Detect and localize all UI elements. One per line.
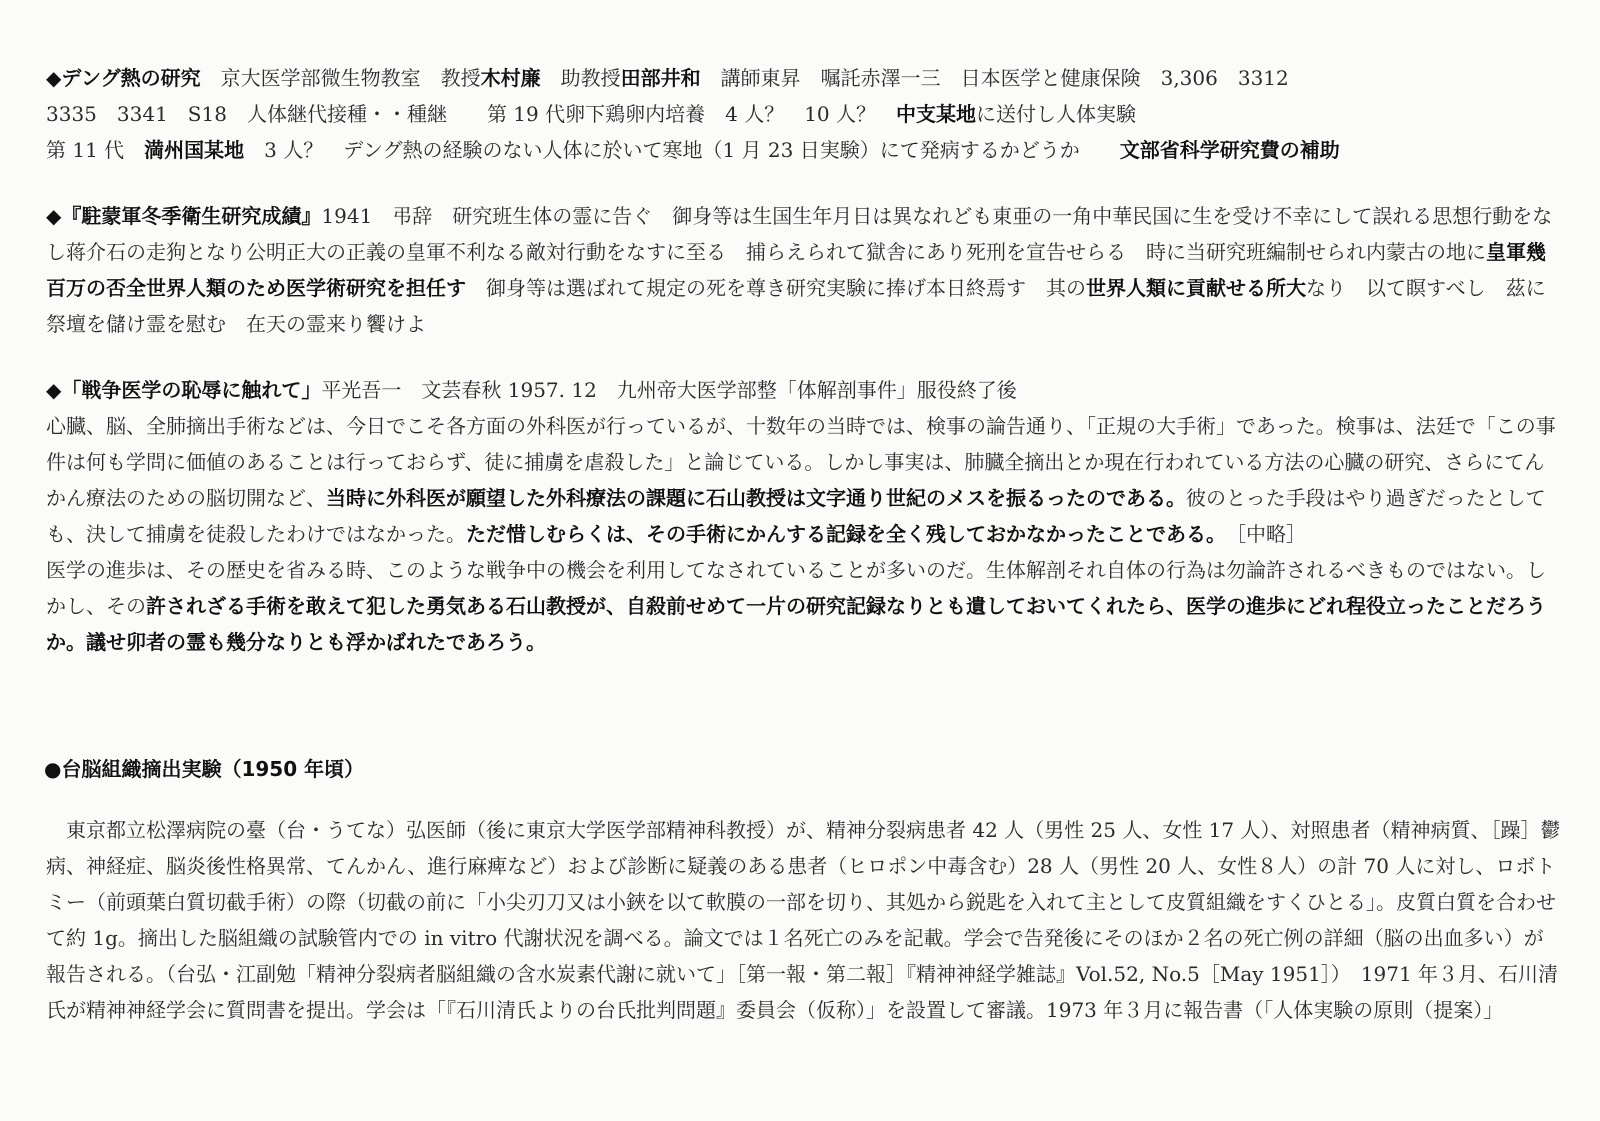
bold-name: 木村廉 (480, 66, 541, 90)
section-line (46, 96, 1562, 132)
text-run: 京大医学部微生物教室 教授 (200, 66, 481, 90)
text-run: 彼のとった手段はやり過ぎだったとしても、決して捕虜を徒殺したわけではなかった。 (46, 486, 1546, 546)
bold-place: 中支某地 (896, 102, 976, 126)
bold-phrase: 世界人類に貢献せる所大 (1086, 276, 1306, 300)
bold-phrase: 当時に外科医が願望した外科療法の課題に石山教授は文字通り世紀のメスを振るったのである。 (326, 486, 1186, 510)
text-run: 3 人？ デング熱の経験のない人体に於いて寒地（1 月 23 日実験）にて発病するかどうか (244, 138, 1120, 162)
section-heading: ◆「戦争医学の恥辱に触れて」 (46, 378, 322, 402)
section-paragraph (46, 198, 1562, 342)
text-run: 心臓、脳、全肺摘出手術などは、今日でこそ各方面の外科医が行っているが、十数年の当時では、検事の論告通り、「正規の大手術」であった。検事は、法廷で「この事件は何も学問に価値のあることは行っておらず、徒に捕虜を虐殺した」と論じている。しかし事実は、肺臓全摘出とか現在行われている方法の心臓の研究、さらにてんかん療法のための脳切開など、 (46, 414, 1556, 510)
section-heading: ◆『駐蒙軍冬季衛生研究成績』 (46, 204, 322, 228)
section-brain-tissue-experiment (46, 812, 1562, 1028)
text-run: 3335 3341 S18 人体継代接種・・種継 第 19 代卵下鶏卵内培養 4 人？ 10 人？ (46, 102, 896, 126)
text-run: 助教授 (540, 66, 621, 90)
bold-phrase: ただ惜しむらくは、その手術にかんする記録を全く残しておかなかったことである。 (466, 522, 1216, 546)
text-run: 御身等は選ばれて規定の死を尊き研究実験に捧げ本日終焉す 其の (466, 276, 1086, 300)
bold-phrase: 許されざる手術を敢えて犯した勇気ある石山教授が、自殺前せめて一片の研究記録なりとも遺しておいてくれたら、医学の進歩にどれ程役立ったことだろうか。議せ卯者の霊も幾分なりとも浮かばれたであろう。 (46, 594, 1546, 654)
section-dengue-research (46, 60, 1562, 168)
bold-funding: 文部省科学研究費の補助 (1119, 138, 1340, 162)
bold-place: 満州国某地 (144, 138, 245, 162)
section-mongolia-research (46, 198, 1562, 342)
section-heading: ◆デング熱の研究 (46, 66, 201, 90)
section-war-medicine (46, 372, 1562, 660)
section-header-line (46, 372, 1562, 408)
bold-phrase: 皇軍幾百万の否全世界人類のため医学術研究を担任す (46, 240, 1546, 300)
text-run: 1941 弔辞 研究班生体の霊に告ぐ 御身等は生国生年月日は異なれども東亜の一角中華民国に生を受け不幸にして誤れる思想行動をなし蒋介石の走狗となり公明正大の正義の皇軍不利なる敵対行動をなすに至る 捕らえられて獄舎にあり死刑を宣告せらる 時に当研究班編制せられ内蒙古の地に (46, 204, 1553, 264)
text-run: 東京都立松澤病院の臺（台・うてな）弘医師（後に東京大学医学部精神科教授）が、精神分裂病患者 42 人（男性 25 人、女性 17 人）、対照患者（精神病質、［躁］鬱病、神経症、脳炎後性格異常、てんかん、進行麻痺など）および診断に疑義のある患者（ヒロポン中毒含む）28 人（男性 20 人、女性８人）の計 70 人に対し、ロボトミー（前頭葉白質切截手術）の際（切截の前に「小尖刃刀又は小鋏を以て軟膜の一部を切り、其処から鋭匙を入れて主として皮質組織をすくひとる」。皮質白質を合わせて約 1g。摘出した脳組織の試験管内での in vitro 代謝状況を調べる。論文では１名死亡のみを記載。学会で告発後にそのほか２名の死亡例の詳細（脳の出血多い）が報告される。（台弘・江副勉「精神分裂病者脳組織の含水炭素代謝に就いて」［第一報・第二報］『精神神経学雑誌』Vol.52, No.5［May 1951］） 1971 年３月、石川清氏が精神神経学会に質問書を提出。学会は「『石川清氏よりの台氏批判問題』委員会（仮称）」を設置して審議。1973 年３月に報告書（「人体実験の原則（提案）」 (46, 818, 1561, 1022)
section-line (46, 60, 1562, 96)
source-citation: 平光吾一 文芸春秋 1957. 12 九州帝大医学部整「体解剖事件」服役終了後 (321, 378, 1017, 402)
section-heading: ●台脳組織摘出実験（1950 年頃） (44, 757, 365, 781)
text-run: ［中略］ (1216, 522, 1306, 546)
text-run: に送付し人体実験 (976, 102, 1136, 126)
section-paragraph (46, 812, 1562, 1028)
text-run: 講師東昇 嘱託赤澤一三 日本医学と健康保険 3,306 3312 (700, 66, 1289, 90)
text-run: なり 以て瞑すべし 茲に祭壇を儲け霊を慰む 在天の霊来り饗けよ (46, 276, 1546, 336)
section-paragraph (46, 408, 1562, 552)
text-run: 医学の進歩は、その歴史を省みる時、このような戦争中の機会を利用してなされていることが多いのだ。生体解剖それ自体の行為は勿論許されるべきものではない。しかし、その (46, 558, 1546, 618)
bold-name: 田部井和 (620, 66, 701, 90)
text-run: 第 11 代 (46, 138, 145, 162)
section-paragraph (46, 552, 1562, 660)
section-line (46, 132, 1562, 168)
